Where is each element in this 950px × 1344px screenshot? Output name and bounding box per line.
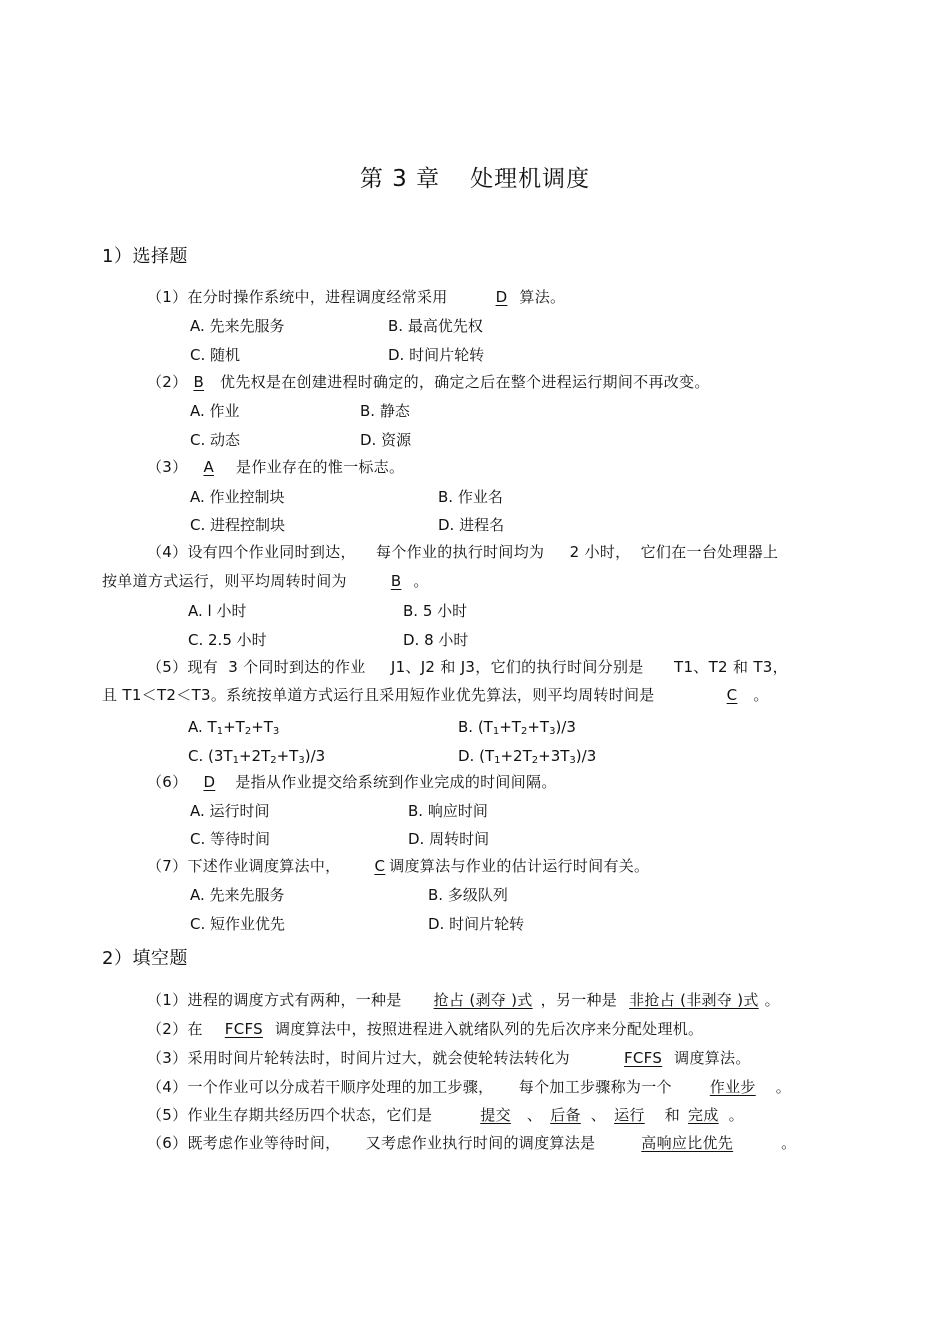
- option-c: C. 动态: [190, 431, 241, 449]
- option-a: A. 先来先服务: [190, 317, 285, 335]
- section-heading-choice: 1）选择题: [102, 246, 188, 267]
- choice-question-4: （4）设有四个作业同时到达， 每个作业的执行时间均为 2 小时， 它们在一台处理器上: [147, 543, 779, 561]
- choice-question-7: （7）下述作业调度算法中， C 调度算法与作业的估计运行时间有关。: [147, 857, 650, 875]
- answer-blank: 抢占 (剥夺 )式: [433, 991, 533, 1009]
- answer-blank: 运行: [614, 1106, 645, 1124]
- option-b: B. $(T_1+T_2+T_3)/3$: [458, 718, 576, 737]
- option-d: D. 时间片轮转: [388, 346, 485, 364]
- option-b: B. 静态: [360, 402, 410, 420]
- answer-blank: FCFS: [623, 1049, 663, 1067]
- fill-question-6: （6）既考虑作业等待时间， 又考虑作业执行时间的调度算法是 高响应比优先 。: [147, 1134, 797, 1152]
- option-a: A. $T_1+T_2+T_3$: [188, 718, 280, 737]
- option-b: B. 最高优先权: [388, 317, 483, 335]
- option-a: A. 作业控制块: [190, 488, 285, 506]
- option-d: D. 进程名: [438, 516, 505, 534]
- option-a: A. 运行时间: [190, 802, 270, 820]
- chapter-title: [0, 164, 950, 194]
- section-heading-fill: 2）填空题: [102, 948, 188, 969]
- answer-blank: A: [203, 458, 215, 476]
- option-c: C. 随机: [190, 346, 241, 364]
- choice-question-5: （5）现有 3 个同时到达的作业 J1、J2 和 J3，它们的执行时间分别是 T1、T2 和 T3，: [147, 658, 788, 676]
- choice-question-6: （6） D 是指从作业提交给系统到作业完成的时间间隔。: [147, 773, 557, 791]
- option-b: B. 响应时间: [408, 802, 488, 820]
- option-a: A. l 小时: [188, 602, 247, 620]
- option-d: D. 周转时间: [408, 830, 490, 848]
- option-d: D. 时间片轮转: [428, 915, 525, 933]
- answer-blank: 后备: [550, 1106, 581, 1124]
- answer-blank: 完成: [688, 1106, 719, 1124]
- fill-question-4: （4）一个作业可以分成若干顺序处理的加工步骤， 每个加工步骤称为一个 作业步 。: [147, 1078, 792, 1096]
- option-c: C. 进程控制块: [190, 516, 286, 534]
- option-d: D. 资源: [360, 431, 412, 449]
- option-d: D. 8 小时: [403, 631, 469, 649]
- choice-question-1: （1）在分时操作系统中，进程调度经常采用 D 算法。: [147, 288, 566, 306]
- option-c: C. 等待时间: [190, 830, 271, 848]
- answer-blank: C: [726, 686, 738, 704]
- choice-question-4-cont: 按单道方式运行，则平均周转时间为 B 。: [102, 572, 429, 590]
- choice-question-2: （2） B 优先权是在创建进程时确定的，确定之后在整个进程运行期间不再改变。: [147, 373, 710, 391]
- answer-blank: D: [495, 288, 508, 306]
- fill-question-2: （2）在 FCFS 调度算法中，按照进程进入就绪队列的先后次序来分配处理机。: [147, 1020, 704, 1038]
- choice-question-5-cont: 且 T1＜T2＜T3。系统按单道方式运行且采用短作业优先算法，则平均周转时间是 C 。: [102, 686, 769, 704]
- fill-question-1: （1）进程的调度方式有两种，一种是 抢占 (剥夺 )式 ，另一种是 非抢占 (非剥夺 )式 。: [147, 991, 780, 1009]
- option-c: C. 短作业优先: [190, 915, 286, 933]
- option-a: A. 作业: [190, 402, 240, 420]
- answer-blank: 作业步: [709, 1078, 756, 1096]
- option-d: D. $(T_1+2T_2+3T_3)/3$: [458, 747, 597, 766]
- answer-blank: D: [203, 773, 216, 791]
- fill-question-5: （5）作业生存期共经历四个状态，它们是 提交 、 后备 、 运行 和 完成 。: [147, 1106, 744, 1124]
- option-c: C. 2.5 小时: [188, 631, 267, 649]
- chapter-number: 第 3 章: [359, 166, 441, 192]
- choice-question-3: （3） A 是作业存在的惟一标志。: [147, 458, 405, 476]
- answer-blank: 非抢占 (非剥夺 )式: [629, 991, 759, 1009]
- option-a: A. 先来先服务: [190, 886, 285, 904]
- option-c: C. $(3T_1+2T_2+T_3)/3$: [188, 747, 326, 766]
- option-b: B. 作业名: [438, 488, 503, 506]
- answer-blank: C: [374, 857, 386, 875]
- answer-blank: 提交: [480, 1106, 511, 1124]
- option-b: B. 多级队列: [428, 886, 508, 904]
- chapter-name: 处理机调度: [470, 166, 591, 192]
- answer-blank: B: [193, 373, 205, 391]
- answer-blank: FCFS: [224, 1020, 263, 1038]
- fill-question-3: （3）采用时间片轮转法时，时间片过大，就会使轮转法转化为 FCFS 调度算法。: [147, 1049, 751, 1067]
- answer-blank: B: [390, 572, 402, 590]
- answer-blank: 高响应比优先: [641, 1134, 734, 1152]
- option-b: B. 5 小时: [403, 602, 468, 620]
